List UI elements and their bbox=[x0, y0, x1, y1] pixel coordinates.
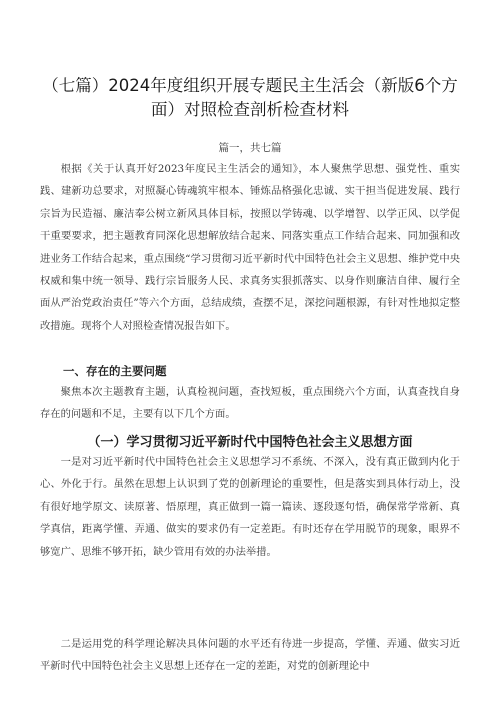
intro-paragraph-block bbox=[40, 158, 460, 337]
para1-block bbox=[40, 451, 460, 563]
document-subtitle: 篇一，共七篇 bbox=[218, 142, 282, 154]
section-heading: 一、存在的主要问题 bbox=[63, 364, 167, 378]
para2-block bbox=[40, 633, 460, 678]
body-paragraph: 二是运用党的科学理论解决具体问题的水平还有待进一步提高，学懂、弄通、做实习近平新时代中国特色社会主义思想上还存在一定的差距，对党的创新理论中 bbox=[40, 638, 460, 673]
section1-paragraph-block bbox=[40, 381, 460, 426]
document-title: （七篇）2024年度组织开展专题民主生活会（新版6个方面）对照检查剖析检查材料 bbox=[42, 76, 458, 119]
body-paragraph: 一是对习近平新时代中国特色社会主义思想学习不系统、不深入，没有真正做到内化于心、外化于行。虽然在思想上认识到了党的创新理论的重要性，但是落实到具体行动上，没有很好地学原文、读原著、悟原理，真正做到一篇一篇读、逐段逐句悟，确保常学常新、真学真信，距离学懂、弄通、做实的要求仍有一定差距。有时还存在学用脱节的现象，眼界不够宽广、思维不够开拓，缺少管用有效的办法举措。 bbox=[40, 456, 460, 558]
subsection-heading: （一）学习贯彻习近平新时代中国特色社会主义思想方面 bbox=[87, 435, 413, 450]
section1-paragraph: 聚焦本次主题教育主题，认真检视问题，查找短板，重点围绕六个方面，认真查找自身存在的问题和不足，主要有以下几个方面。 bbox=[40, 386, 460, 421]
intro-paragraph: 根据《关于认真开好2023年度民主生活会的通知》，本人聚焦学思想、强党性、重实践、建新功总要求，对照凝心铸魂筑牢根本、锤炼品格强化忠诚、实干担当促进发展、践行宗旨为民造福、廉洁奉公树立新风具体目标，按照以学铸魂、以学增智、以学正风、以学促干重要要求，把主题教育同深化思想解放结合起来、同落实重点工作结合起来、同加强和改进业务工作结合起来，重点围绕“学习贯彻习近平新时代中国特色社会主义思想、维护党中央权威和集中统一领导、践行宗旨服务人民、求真务实狠抓落实、以身作则廉洁自律、履行全面从严治党政治责任”等六个方面，总结成绩，查摆不足，深挖问题根源，有针对性地拟定整改措施。现将个人对照检查情况报告如下。 bbox=[40, 163, 460, 332]
